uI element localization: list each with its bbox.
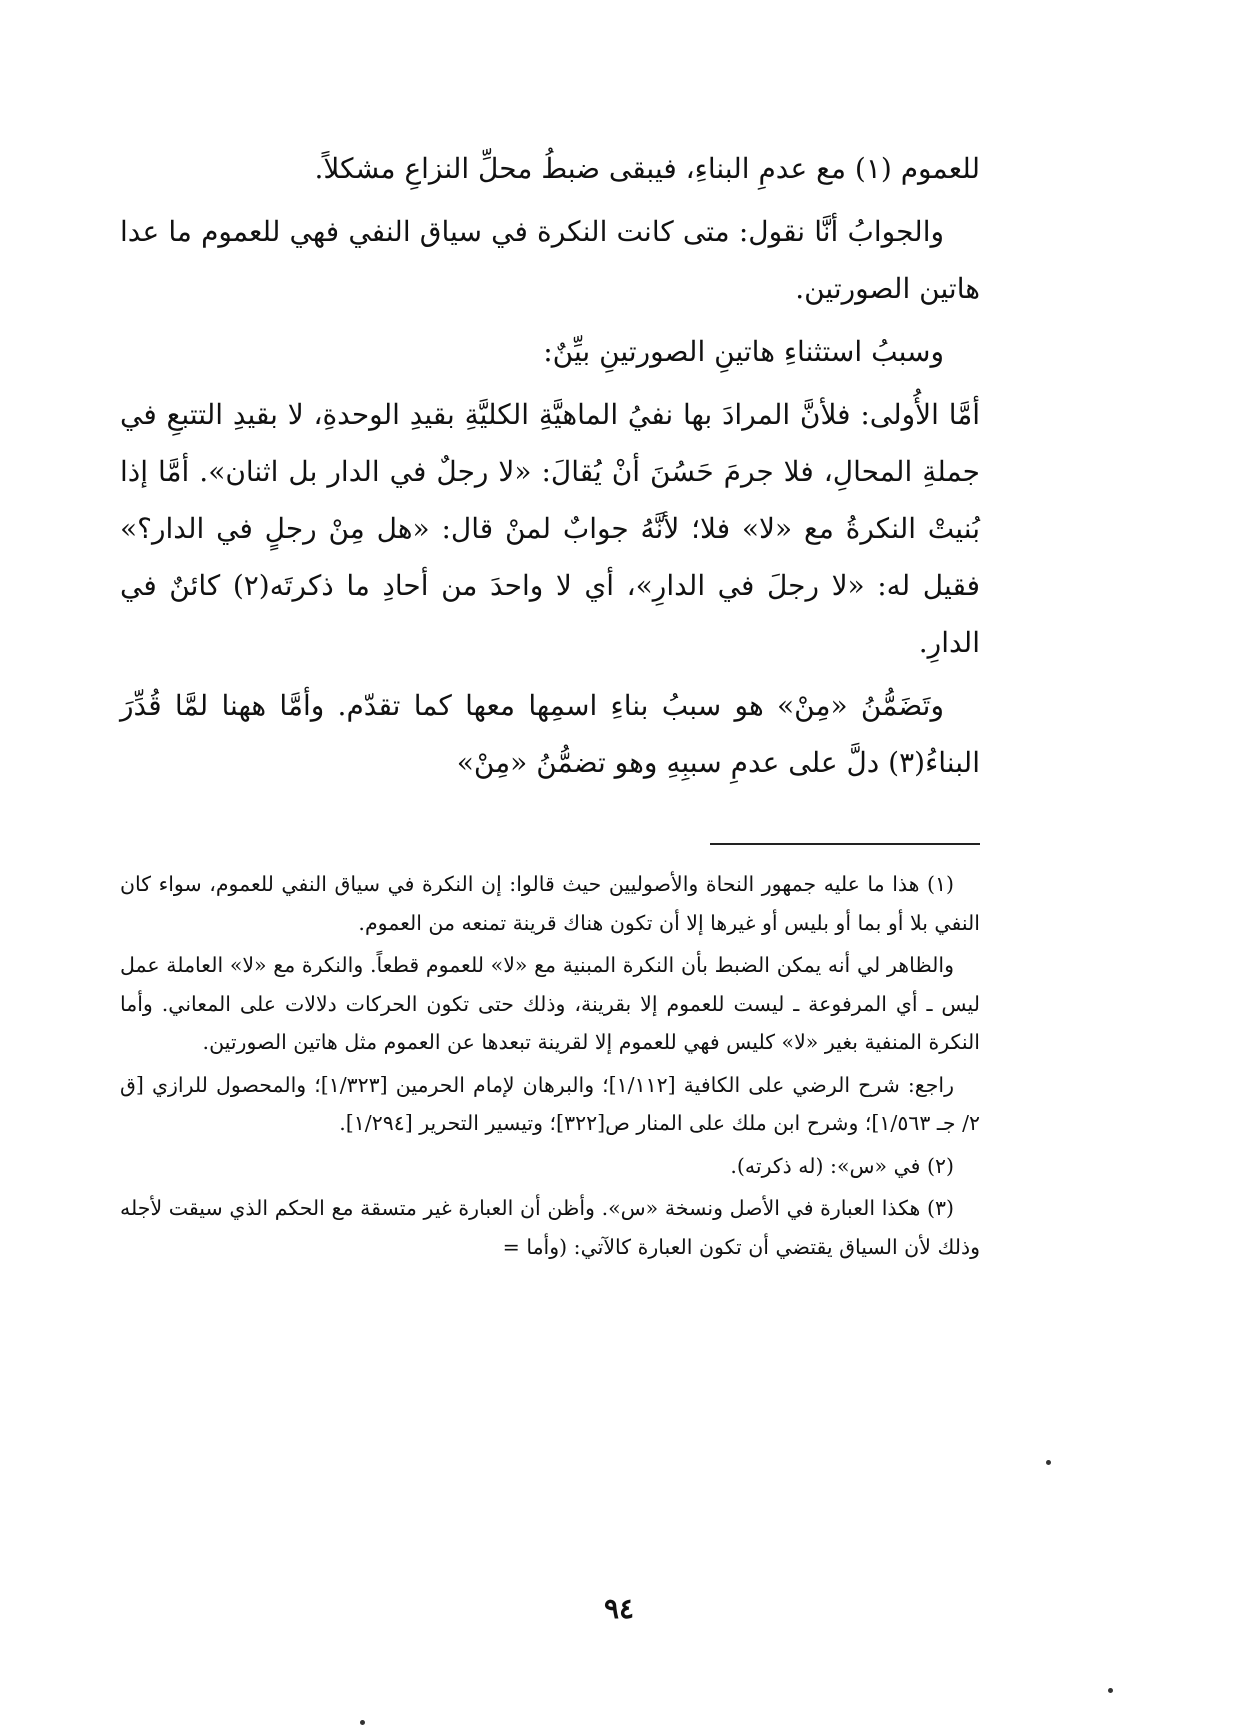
scan-speck: [1108, 1688, 1113, 1693]
footnote-1: (١) هذا ما عليه جمهور النحاة والأصوليين حيث قالوا: إن النكرة في سياق النفي للعموم، سواء كان النفي بلا أو بما أو بليس أو غيرها إلا أن تكون هناك قرينة تمنعه من العموم.: [120, 872, 980, 935]
footnote-separator: [710, 843, 980, 845]
paragraph-second-case: وتَضَمُّنُ «مِنْ» هو سببُ بناءِ اسمِها معها كما تقدّم. وأمَّا ههنا لمَّا قُدِّرَ البناءُ(٣) دلَّ على عدمِ سببِهِ وهو تضمُّنُ «مِنْ»: [120, 689, 980, 779]
footnote-3: (٣) هكذا العبارة في الأصل ونسخة «س». وأظن أن العبارة غير متسقة مع الحكم الذي سيقت لأجله وذلك لأن السياق يقتضي أن تكون العبارة كالآتي: (وأما =: [120, 1196, 980, 1259]
paragraph-continuation: للعموم (١) مع عدمِ البناءِ، فيبقى ضبطُ محلِّ النزاعِ مشكلاً.: [314, 152, 980, 185]
main-text: [120, 140, 980, 791]
footnote-1-comment: والظاهر لي أنه يمكن الضبط بأن النكرة المبنية مع «لا» للعموم قطعاً. والنكرة مع «لا» العاملة عمل ليس ـ أي المرفوعة ـ ليست للعموم إلا بقرينة، وذلك حتى تكون الحركات دلالات على المعاني. وأما النكرة المنفية بغير «لا» كليس فهي للعموم إلا لقرينة تبعدها عن العموم مثل هاتين الصورتين.: [120, 953, 980, 1054]
footnote-2: (٢) في «س»: (له ذكرته).: [730, 1153, 954, 1178]
footnote-1-references: راجع: شرح الرضي على الكافية [١/١١٢]؛ والبرهان لإمام الحرمين [١/٣٢٣]؛ والمحصول للرازي [ق ٢/ جـ ١/٥٦٣]؛ وشرح ابن ملك على المنار ص[٣٢٢]؛ وتيسير التحرير [١/٢٩٤].: [120, 1072, 980, 1135]
footnotes: [120, 865, 980, 1266]
book-page: [120, 140, 980, 1270]
paragraph-first-case: أمَّا الأُولى: فلأنَّ المرادَ بها نفيُ الماهيَّةِ الكليَّةِ بقيدِ الوحدةِ، لا بقيدِ التتبعِ في جملةِ المحالِ، فلا جرمَ حَسُنَ أنْ يُقالَ: «لا رجلٌ في الدار بل اثنان». أمَّا إذا بُنيتْ النكرةُ مع «لا» فلا؛ لأنَّهُ جوابٌ لمنْ قال: «هل مِنْ رجلٍ في الدار؟» فقيل له: «لا رجلَ في الدارِ»، أي لا واحدَ من أحادِ ما ذكرتَه(٢) كائنٌ في الدارِ.: [120, 398, 980, 659]
paragraph-reason: وسببُ استثناءِ هاتينِ الصورتينِ بيِّنٌ:: [543, 335, 944, 368]
page-number: ٩٤: [603, 1592, 635, 1625]
scan-speck: [1046, 1460, 1051, 1465]
paragraph-answer: والجوابُ أنَّا نقول: متى كانت النكرة في سياق النفي فهي للعموم ما عدا هاتين الصورتين.: [120, 215, 980, 305]
scan-speck: [360, 1720, 365, 1725]
